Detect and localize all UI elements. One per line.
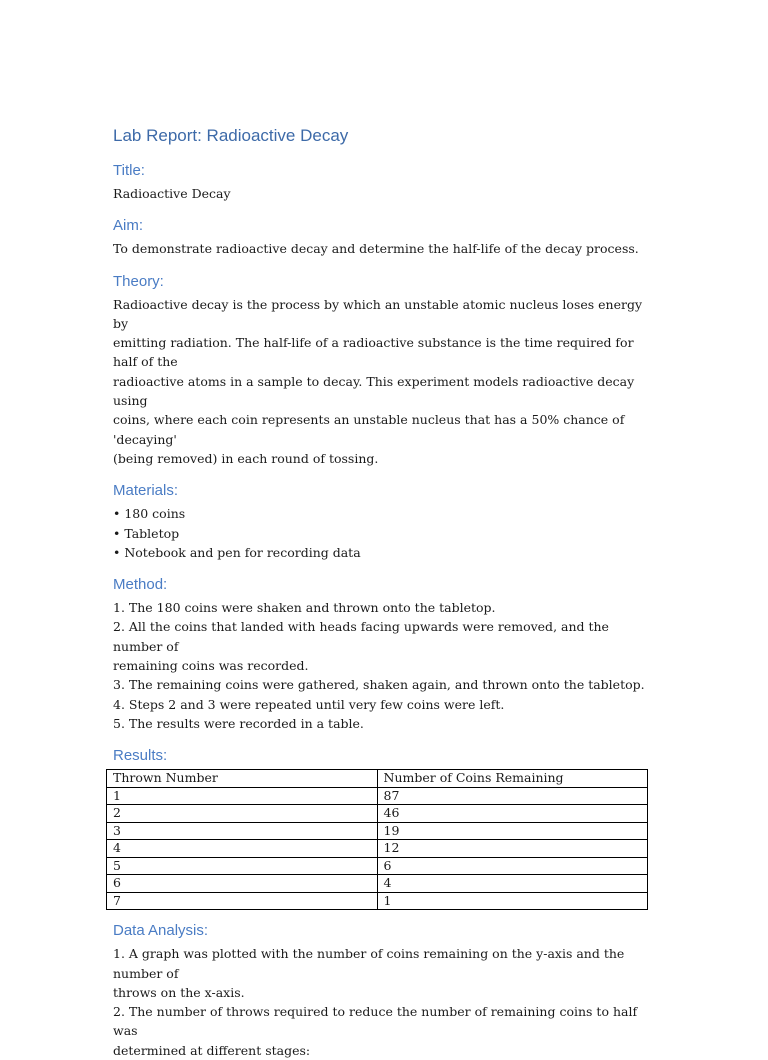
theory-line: radioactive atoms in a sample to decay. This experiment models radioactive decay using [113,373,635,409]
theory-section [113,272,658,469]
analysis-line: 1. A graph was plotted with the number of coins remaining on the y-axis and the number of [113,946,625,981]
table-row [107,822,648,840]
method-line: 1. The 180 coins were shaken and thrown onto the tabletop. [113,600,496,616]
theory-body [113,295,658,469]
table-header-row [107,770,648,788]
analysis-body [113,944,658,1060]
theory-heading: Theory: [113,272,164,290]
table-cell-throw: 3 [107,822,378,840]
method-line: 2. All the coins that landed with heads facing upwards were removed, and the number of [113,619,609,654]
materials-heading: Materials: [113,482,179,500]
results-heading: Results: [113,747,168,765]
analysis-heading: Data Analysis: [113,922,209,940]
column-header-remaining: Number of Coins Remaining [377,770,648,788]
materials-item: • Notebook and pen for recording data [113,544,361,560]
table-cell-remaining: 87 [377,787,648,805]
theory-line: emitting radiation. The half-life of a radioactive substance is the time required for half of the [113,335,634,370]
table-cell-throw: 6 [107,875,378,893]
materials-section [113,481,658,562]
aim-section [113,216,658,258]
method-line: remaining coins was recorded. [113,658,309,674]
table-cell-remaining: 1 [377,892,648,910]
table-cell-remaining: 19 [377,822,648,840]
theory-line: Radioactive decay is the process by which an unstable atomic nucleus loses energy by [113,296,643,331]
theory-line: coins, where each coin represents an unstable nucleus that has a 50% chance of 'decaying' [113,412,625,447]
table-cell-remaining: 6 [377,857,648,875]
column-header-throw: Thrown Number [107,770,378,788]
report-page [113,124,658,1060]
table-row [107,857,648,875]
theory-line: (being removed) in each round of tossing. [113,450,379,466]
table-cell-remaining: 12 [377,840,648,858]
method-steps [113,598,658,733]
materials-list [113,504,658,562]
table-cell-throw: 7 [107,892,378,910]
table-row [107,805,648,823]
title-text: Radioactive Decay [113,186,231,201]
results-table [106,769,648,910]
method-heading: Method: [113,576,168,594]
table-cell-throw: 1 [107,787,378,805]
method-line: 3. The remaining coins were gathered, shaken again, and thrown onto the tabletop. [113,677,645,693]
table-cell-throw: 4 [107,840,378,858]
method-line: 4. Steps 2 and 3 were repeated until very few coins were left. [113,696,505,712]
table-row [107,840,648,858]
materials-item: • Tabletop [113,525,180,541]
results-section [113,746,658,910]
analysis-line: throws on the x-axis. [113,984,245,1000]
title-heading: Title: [113,162,145,179]
table-cell-remaining: 46 [377,805,648,823]
materials-item: • 180 coins [113,506,186,522]
method-section [113,575,658,733]
aim-heading: Aim: [113,217,143,235]
report-heading: Lab Report: Radioactive Decay [113,126,349,145]
table-row [107,875,648,893]
table-row [107,787,648,805]
analysis-section [113,921,658,1060]
table-cell-throw: 5 [107,857,378,875]
analysis-line: 2. The number of throws required to reduce the number of remaining coins to half was [113,1004,638,1039]
analysis-line: determined at different stages: [113,1042,311,1058]
title-section [113,161,658,203]
table-cell-remaining: 4 [377,875,648,893]
aim-text: To demonstrate radioactive decay and determine the half-life of the decay process. [113,241,639,257]
method-line: 5. The results were recorded in a table. [113,715,364,731]
table-row [107,892,648,910]
table-cell-throw: 2 [107,805,378,823]
